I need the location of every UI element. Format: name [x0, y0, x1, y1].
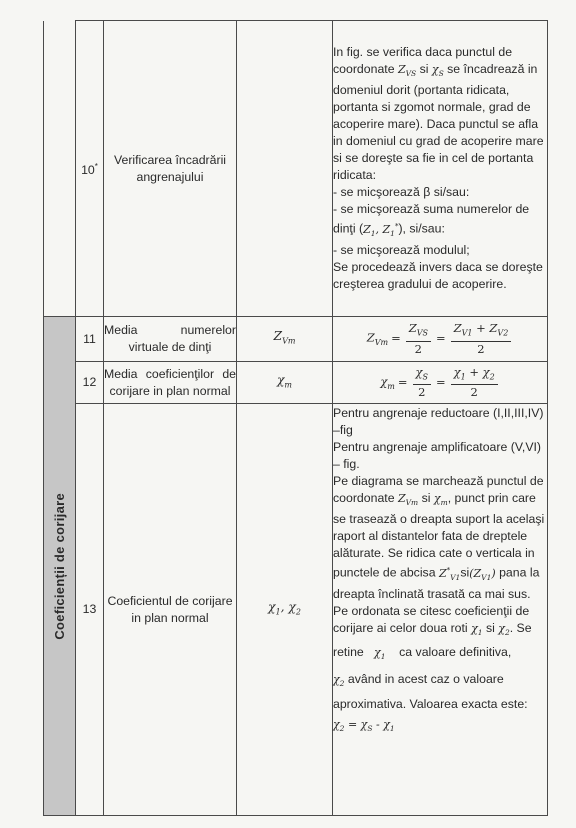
- parameter-description: Pentru angrenaje reductoare (I,II,III,IV) –fig Pentru angrenaje amplificatoare (V,VI) – fig. Pe diagrama se marchează punctul de coordonate $Z_{Vm}$ si $\chi_m$, punct prin care se trasează o dreapta suport la acelaşi raport al distantelor fata de dreptele alăturate. Se ridica cate o verticala in punctele de abcisa $Z^*_{V1}si(Z_{V1})$ pana la dreapta înclinată trasată ca mai sus. Pe ordonata se citesc coeficienţii de corijare ai celor doua roti $\chi_1$ si $\chi_2$. Se retine $\chi_1$ ca valoare definitiva, $\chi_2$ având in acest caz o valoare aproximativa. Valoarea exacta este: $\chi_2 = \chi_S - \chi_1$: [333, 404, 548, 816]
- side-cell-top: [44, 21, 76, 317]
- parameter-symbol: $\chi_1$, $\chi_2$: [237, 404, 333, 816]
- table-row-12: [44, 362, 548, 404]
- chi-m-formula: $\chi_m$ = $\frac{\chi_S}{2}$ = $\frac{\chi_1 + \chi_2}{2}$: [333, 365, 547, 400]
- parameter-symbol: [237, 21, 333, 317]
- parameter-name: Media coeficienţilor de corijare in plan normal: [104, 362, 237, 404]
- parameter-symbol: $Z_{Vm}$: [237, 317, 333, 362]
- section-label-cell: [44, 317, 76, 816]
- parameter-name: Verificarea încadrării angrenajului: [104, 21, 237, 317]
- table-row-13: [44, 404, 548, 816]
- parameter-formula: [333, 362, 548, 404]
- row-number: 13: [76, 404, 104, 816]
- parameter-name: Coeficientul de corijare in plan normal: [104, 404, 237, 816]
- zvm-formula: $Z_{Vm}$ = $\frac{Z_{VS}}{2}$ = $\frac{Z_{V1} + Z_{V2}}{2}$: [333, 321, 547, 356]
- row-number: 12: [76, 362, 104, 404]
- parameters-table: [43, 20, 548, 816]
- parameter-name: Media numerelor virtuale de dinţi: [104, 317, 237, 362]
- row-number: 11: [76, 317, 104, 362]
- section-label: Coeficienții de corijare: [52, 492, 67, 640]
- row-number: 10*: [76, 21, 104, 317]
- parameter-formula: [333, 317, 548, 362]
- parameter-symbol: $\chi_m$: [237, 362, 333, 404]
- table-row-10: [44, 21, 548, 317]
- table-row-11: [44, 317, 548, 362]
- parameter-description: In fig. se verifica daca punctul de coordonate $Z_{VS}$ si $\chi_S$ se încadrează in domeniul dorit (portanta ridicata, portanta si zgomot normale, grad de acoperire mare). Daca punctul se afla in domeniul cu grad de acoperire mare si se doreşte sa fie in cel de portanta ridicata: - se micşorează β si/sau: - se micşorează suma numerelor de dinţi ($Z_1$, $Z_1^*$), si/sau: - se micşorează modulul; Se procedează invers daca se doreşte creşterea gradului de acoperire.: [333, 21, 548, 317]
